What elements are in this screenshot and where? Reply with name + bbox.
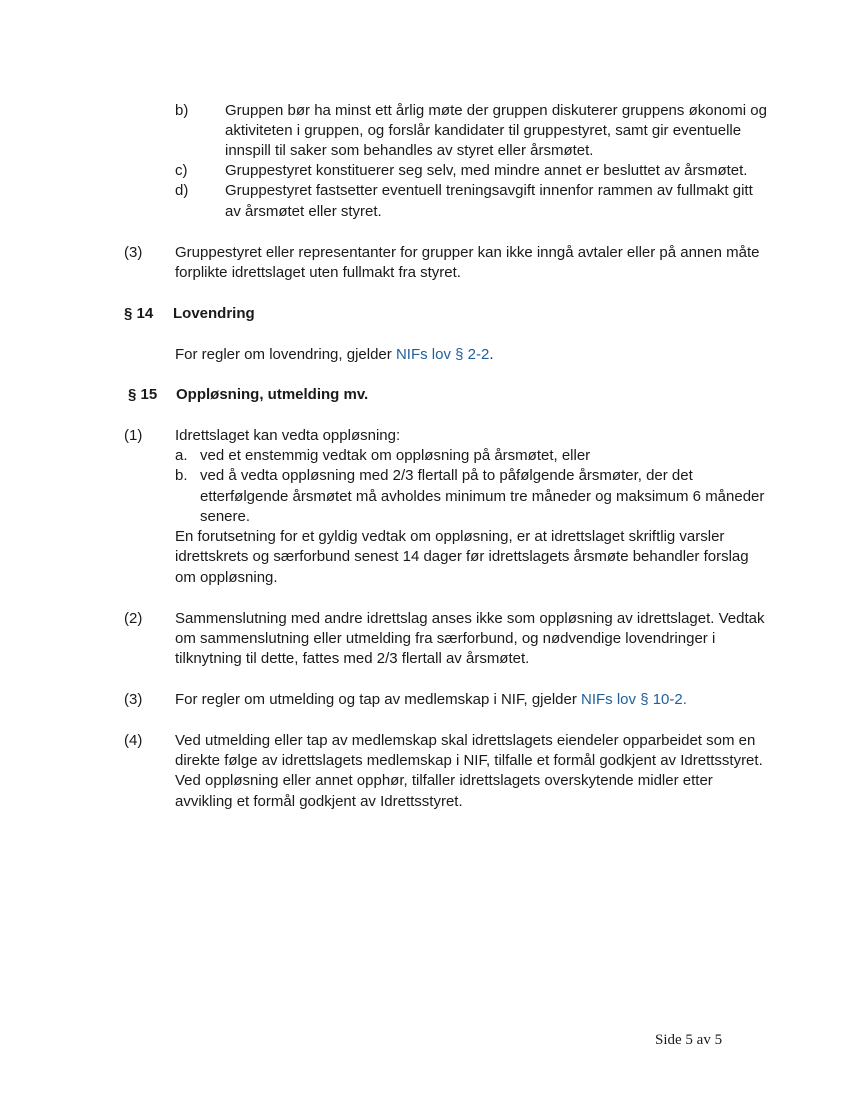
paragraph-line: Sammenslutning med andre idrettslag anses ikke som oppløsning av idrettslaget. Vedtak <box>175 610 765 627</box>
page-number: Side 5 av 5 <box>655 1032 723 1048</box>
section-14-text <box>175 345 493 365</box>
list-text-line: aktiviteten i gruppen, og forslår kandidater til gruppestyret, samt gir eventuelle <box>225 122 742 139</box>
list-text-line: ved et enstemmig vedtak om oppløsning på årsmøtet, eller <box>200 447 591 464</box>
paragraph-line: idrettskrets og særforbund senest 14 dager før idrettslagets årsmøte behandler forslag <box>175 548 749 565</box>
section-number: § 14 <box>124 305 154 322</box>
paragraph-line: direkte følge av idrettslagets medlemskap i NIF, tilfalle et formål godkjent av Idrettsstyret. <box>175 752 763 769</box>
paragraph-line: Ved utmelding eller tap av medlemskap skal idrettslagets eiendeler opparbeidet som en <box>175 732 756 749</box>
text-run: For regler om lovendring, gjelder <box>175 346 396 363</box>
paragraph-line: tilknytning til dette, fattes med 2/3 flertall av årsmøtet. <box>175 650 530 667</box>
section-title: Oppløsning, utmelding mv. <box>176 386 369 403</box>
paragraph-number: (2) <box>124 610 143 627</box>
paragraph-line: avvikling et formål godkjent av Idrettsstyret. <box>175 793 463 810</box>
list-text-line: ved å vedta oppløsning med 2/3 flertall på to påfølgende årsmøter, der det <box>200 467 693 484</box>
paragraph-line: forplikte idrettslaget uten fullmakt fra styret. <box>175 264 461 281</box>
list-text-line: Gruppestyret konstituerer seg selv, med mindre annet er besluttet av årsmøtet. <box>225 162 748 179</box>
list-text-line: innspill til saker som behandles av styret eller årsmøtet. <box>225 142 594 159</box>
nif-law-link[interactable]: NIFs lov § 2-2 <box>395 346 490 363</box>
list-label: c) <box>175 162 188 179</box>
list-label: b. <box>175 467 188 484</box>
paragraph-line: En forutsetning for et gyldig vedtak om oppløsning, er at idrettslaget skriftlig varsler <box>175 528 725 545</box>
section-number: § 15 <box>128 386 158 403</box>
paragraph-line: Idrettslaget kan vedta oppløsning: <box>175 427 401 444</box>
section-title: Lovendring <box>173 305 255 322</box>
paragraph-line: om sammenslutning eller utmelding fra særforbund, og nødvendige lovendringer i <box>175 630 716 647</box>
list-label: b) <box>175 102 189 119</box>
paragraph-line <box>175 690 687 710</box>
paragraph-line: Ved oppløsning eller annet opphør, tilfaller idrettslagets overskytende midler etter <box>175 772 713 789</box>
paragraph-line: Gruppestyret eller representanter for grupper kan ikke inngå avtaler eller på annen måte <box>175 244 760 261</box>
list-text-line: Gruppestyret fastsetter eventuell treningsavgift innenfor rammen av fullmakt gitt <box>225 182 753 199</box>
paragraph-line: om oppløsning. <box>175 569 278 586</box>
list-text-line: Gruppen bør ha minst ett årlig møte der gruppen diskuterer gruppens økonomi og <box>225 102 767 119</box>
text-run: . <box>489 346 494 363</box>
paragraph-number: (3) <box>124 244 143 261</box>
nif-law-link[interactable]: NIFs lov § 10-2. <box>581 691 687 708</box>
text-run: For regler om utmelding og tap av medlemskap i NIF, gjelder <box>175 691 582 708</box>
list-text-line: etterfølgende årsmøtet må avholdes minimum tre måneder og maksimum 6 måneder <box>200 488 765 505</box>
paragraph-number: (3) <box>124 691 143 708</box>
paragraph-number: (4) <box>124 732 143 749</box>
list-label: a. <box>175 447 188 464</box>
list-text-line: senere. <box>200 508 251 525</box>
list-label: d) <box>175 182 189 199</box>
paragraph-number: (1) <box>124 427 143 444</box>
list-text-line: av årsmøtet eller styret. <box>225 203 382 220</box>
